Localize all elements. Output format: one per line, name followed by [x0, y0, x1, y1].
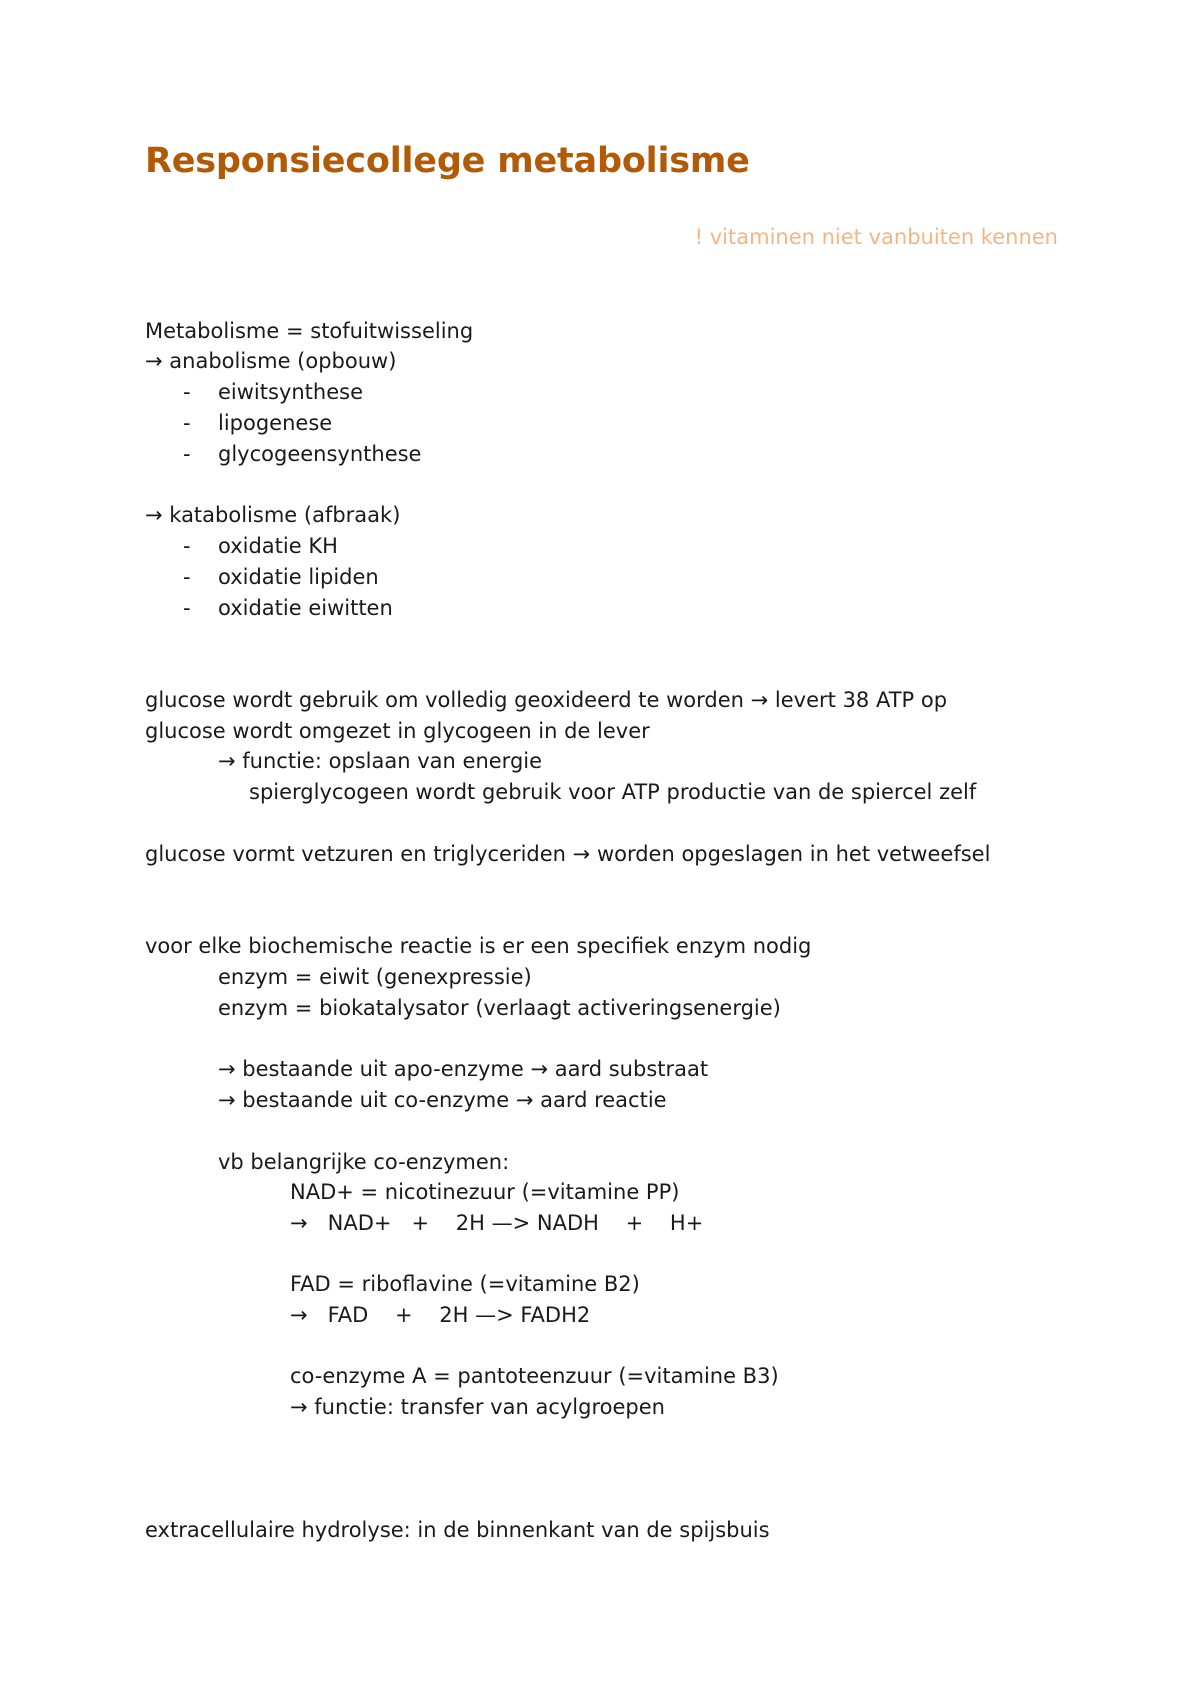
co-enzyme-line: → bestaande uit co-enzyme → aard reactie	[218, 1088, 667, 1112]
glucose-glycogen-line: glucose wordt omgezet in glycogeen in de lever	[145, 719, 650, 743]
list-bullet: -	[183, 565, 191, 589]
nad-reaction: → NAD+ + 2H —> NADH + H+	[290, 1211, 704, 1235]
list-item: oxidatie eiwitten	[218, 596, 393, 620]
coenzyme-examples-heading: vb belangrijke co-enzymen:	[218, 1150, 510, 1174]
document-title: Responsiecollege metabolisme	[145, 141, 750, 181]
nad-definition: NAD+ = nicotinezuur (=vitamine PP)	[290, 1180, 680, 1204]
enzyme-definition-protein: enzym = eiwit (genexpressie)	[218, 965, 532, 989]
list-bullet: -	[183, 534, 191, 558]
glucose-oxidation-line: glucose wordt gebruik om volledig geoxideerd te worden → levert 38 ATP op	[145, 688, 948, 712]
list-item: glycogeensynthese	[218, 442, 422, 466]
anabolism-heading: → anabolisme (opbouw)	[145, 349, 397, 373]
glycogen-function-line: → functie: opslaan van energie	[218, 749, 543, 773]
coa-definition: co-enzyme A = pantoteenzuur (=vitamine B3)	[290, 1364, 779, 1388]
fad-reaction: → FAD + 2H —> FADH2	[290, 1303, 591, 1327]
list-bullet: -	[183, 442, 191, 466]
apo-enzyme-line: → bestaande uit apo-enzyme → aard substraat	[218, 1057, 709, 1081]
fad-definition: FAD = riboflavine (=vitamine B2)	[290, 1272, 640, 1296]
list-bullet: -	[183, 596, 191, 620]
enzyme-intro: voor elke biochemische reactie is er een specifiek enzym nodig	[145, 934, 812, 958]
coa-function: → functie: transfer van acylgroepen	[290, 1395, 665, 1419]
glucose-fat-line: glucose vormt vetzuren en triglyceriden → worden opgeslagen in het vetweefsel	[145, 842, 991, 866]
vitamin-note: ! vitaminen niet vanbuiten kennen	[694, 225, 1058, 249]
hydrolysis-line: extracellulaire hydrolyse: in de binnenkant van de spijsbuis	[145, 1518, 770, 1542]
list-item: oxidatie KH	[218, 534, 338, 558]
list-item: oxidatie lipiden	[218, 565, 379, 589]
enzyme-definition-catalyst: enzym = biokatalysator (verlaagt activeringsenergie)	[218, 996, 781, 1020]
list-bullet: -	[183, 380, 191, 404]
list-bullet: -	[183, 411, 191, 435]
catabolism-heading: → katabolisme (afbraak)	[145, 503, 401, 527]
list-item: lipogenese	[218, 411, 333, 435]
metabolism-definition: Metabolisme = stofuitwisseling	[145, 319, 474, 343]
list-item: eiwitsynthese	[218, 380, 364, 404]
muscle-glycogen-line: spierglycogeen wordt gebruik voor ATP productie van de spiercel zelf	[249, 780, 977, 804]
